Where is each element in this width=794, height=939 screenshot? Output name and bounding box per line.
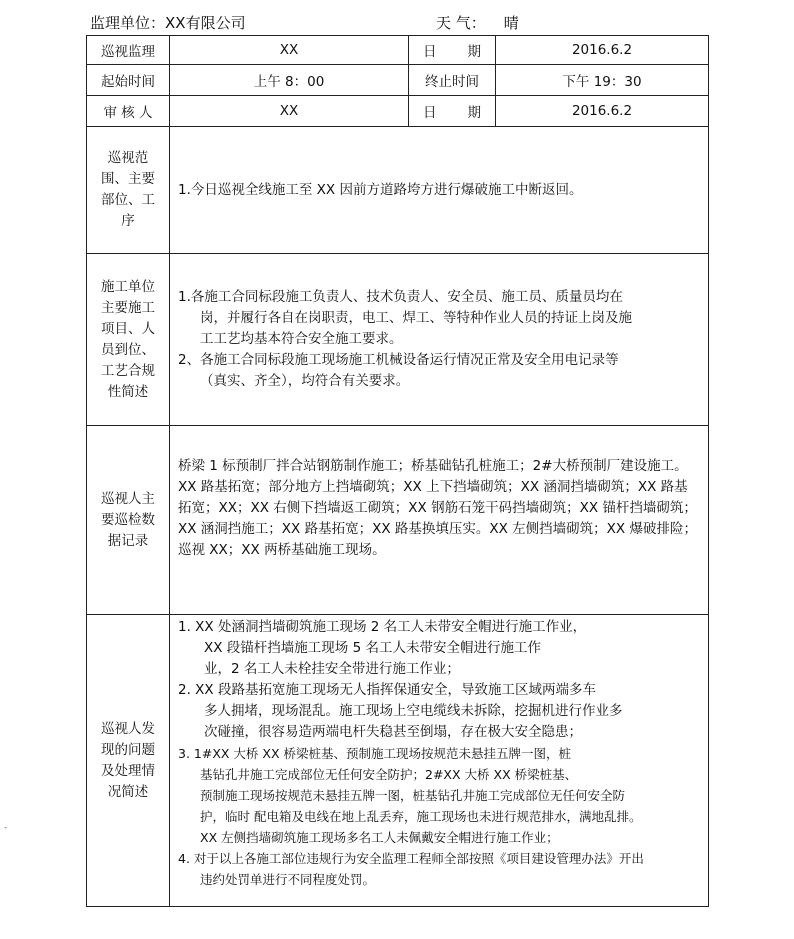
weather-value: 晴 bbox=[503, 14, 519, 32]
weather-label: 天 气： bbox=[436, 14, 486, 32]
issue-line: XX 左侧挡墙砌筑施工现场多名工人未佩戴安全帽进行施工作业； bbox=[200, 830, 559, 845]
issue-line: 护，临时 配电箱及电线在地上乱丢弃，施工现场也未进行规范排水，满地乱排。 bbox=[200, 809, 642, 824]
end-time-value: 下午 19：30 bbox=[496, 65, 709, 96]
reviewer-label: 审 核 人 bbox=[87, 96, 170, 127]
personnel-line: 岗，并履行各自在岗职责，电工、焊工、等特种作业人员的持证上岗及施 bbox=[200, 310, 632, 326]
issue-line: 1. XX 处涵洞挡墙砌筑施工现场 2 名工人未带安全帽进行施工作业， bbox=[178, 619, 587, 635]
personnel-line: 2、各施工合同标段施工现场施工机械设备运行情况正常及安全用电记录等 bbox=[178, 352, 619, 368]
personnel-line: 工工艺均基本符合安全施工要求。 bbox=[200, 331, 403, 347]
issue-line: 预制施工现场按规范未悬挂五牌一图，桩基钻孔井施工完成部位无任何安全防 bbox=[200, 788, 626, 803]
issue-line: 次碰撞，很容易造两端电杆失稳甚至倒塌，存在极大安全隐患； bbox=[204, 724, 582, 740]
records-label: 巡视人主要巡检数据记录 bbox=[87, 426, 170, 615]
start-time-value: 上午 8：00 bbox=[170, 65, 409, 96]
inspector-label: 巡视监理 bbox=[87, 36, 170, 65]
table-row bbox=[87, 615, 709, 907]
table-row bbox=[87, 96, 709, 127]
reviewer-value: XX bbox=[170, 96, 409, 127]
weather bbox=[436, 12, 519, 33]
date-label: 日 期 bbox=[409, 36, 496, 65]
issue-line: 3. 1#XX 大桥 XX 桥梁桩基、预制施工现场按规范未悬挂五牌一图，桩 bbox=[178, 746, 572, 761]
personnel-label: 施工单位主要施工项目、人员到位、工艺合规性简述 bbox=[87, 254, 170, 426]
issue-line: 多人拥堵，现场混乱。施工现场上空电缆线未拆除，挖掘机进行作业多 bbox=[204, 703, 623, 719]
issue-line: 业，2 名工人未栓挂安全带进行施工作业； bbox=[204, 661, 460, 677]
table-row bbox=[87, 127, 709, 254]
supervision-unit-label: 监理单位： bbox=[90, 14, 166, 32]
records-text: 桥梁 1 标预制厂拌合站钢筋制作施工；桥基础钻孔桩施工；2#大桥预制厂建设施工。XX 路基拓宽；部分地方上挡墙砌筑；XX 上下挡墙砌筑；XX 涵洞挡墙砌筑；XX 路基拓宽；XX；XX 右侧下挡墙返工砌筑；XX 钢筋石笼干码挡墙砌筑；XX 锚杆挡墙砌筑；XX 涵洞挡施工；XX 路基拓宽；XX 路基换填压实。XX 左侧挡墙砌筑；XX 爆破排险；巡视 XX；XX 两桥基础施工现场。 bbox=[170, 426, 709, 615]
end-time-label: 终止时间 bbox=[409, 65, 496, 96]
supervision-unit bbox=[90, 12, 246, 33]
personnel-line: 1.各施工合同标段施工负责人、技术负责人、安全员、施工员、质量员均在 bbox=[178, 289, 623, 305]
scope-label: 巡视范围、主要部位、工序 bbox=[87, 127, 170, 254]
issue-line: 2. XX 段路基拓宽施工现场无人指挥保通安全，导致施工区域两端多车 bbox=[178, 682, 596, 698]
date2-value: 2016.6.2 bbox=[496, 96, 709, 127]
issues-label: 巡视人发现的问题及处理情况简述 bbox=[87, 615, 170, 907]
personnel-line: （真实、齐全），均符合有关要求。 bbox=[200, 373, 410, 389]
margin-mark: - bbox=[4, 823, 8, 833]
supervision-unit-value: XX有限公司 bbox=[165, 14, 246, 32]
issue-line: 4. 对于以上各施工部位违规行为安全监理工程师全部按照《项目建设管理办法》开出 bbox=[178, 851, 644, 866]
issues-content bbox=[170, 615, 709, 907]
issue-line: XX 段锚杆挡墙施工现场 5 名工人未带安全帽进行施工作 bbox=[204, 640, 541, 656]
personnel-content bbox=[170, 254, 709, 426]
table-row bbox=[87, 36, 709, 65]
table-row bbox=[87, 426, 709, 615]
scope-text: 1.今日巡视全线施工至 XX 因前方道路垮方进行爆破施工中断返回。 bbox=[170, 127, 709, 254]
inspection-log-table bbox=[86, 35, 709, 907]
start-time-label: 起始时间 bbox=[87, 65, 170, 96]
issue-line: 违约处罚单进行不同程度处罚。 bbox=[200, 872, 376, 887]
inspector-value: XX bbox=[170, 36, 409, 65]
date-value: 2016.6.2 bbox=[496, 36, 709, 65]
date2-label: 日 期 bbox=[409, 96, 496, 127]
table-row bbox=[87, 254, 709, 426]
table-row bbox=[87, 65, 709, 96]
issue-line: 基钻孔井施工完成部位无任何安全防护；2#XX 大桥 XX 桥梁桩基、 bbox=[200, 767, 578, 782]
